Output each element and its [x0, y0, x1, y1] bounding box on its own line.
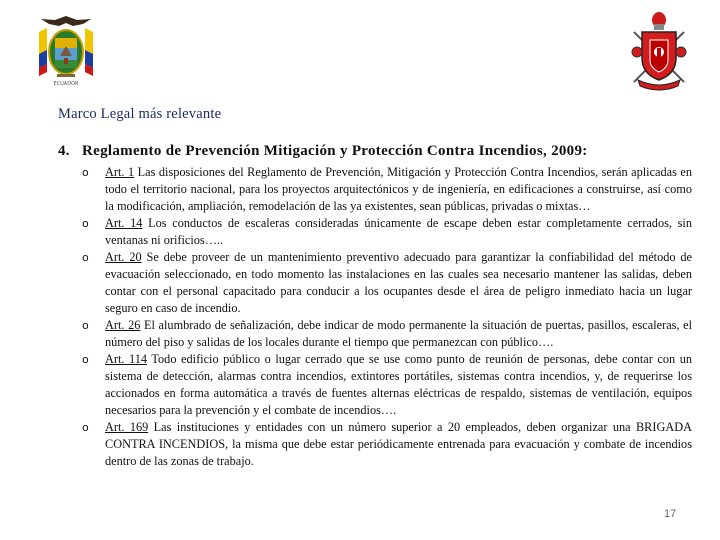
article-number: Art. 1 [105, 165, 135, 179]
list-item [82, 215, 692, 249]
fire-department-crest-icon [628, 8, 690, 92]
section-number: 4. [58, 143, 70, 159]
article-text: Todo edificio público o lugar cerrado que se use como punto de reunión de personas, debe contar con un sistema de detección, alarmas contra incendios, extintores portátiles, sistemas contra incendios, y, de requerirse los accionados en forma automática a través de fuentes alternas eléctricas de respaldo, sistemas de ventilación, equipos necesarios para la prevención y el combate de incendios…. [105, 352, 693, 417]
list-item [82, 419, 692, 470]
list-item [82, 249, 692, 317]
bullet-icon: o [82, 319, 89, 332]
article-text: Los conductos de escaleras consideradas únicamente de escape deben estar completamente cerrados, sin ventanas ni orificios….. [105, 216, 692, 247]
article-number: Art. 26 [105, 318, 141, 332]
section-subtitle: Marco Legal más relevante [58, 106, 222, 122]
article-number: Art. 20 [105, 250, 142, 264]
article-text: Las disposiciones del Reglamento de Prevención, Mitigación y Protección Contra Incendios, serán aplicadas en todo el territorio nacional, para los proyectos arquitectónicos y de ingeniería, en edificaciones a construirse, así como la modificación, ampliación, remodelación de las ya existentes, sean públicas, privadas o mixtas… [105, 165, 692, 213]
list-item [82, 164, 692, 215]
logo-caption: ECUADOR [53, 81, 79, 87]
article-text: Se debe proveer de un mantenimiento preventivo adecuado para garantizar la confiabilidad del método de evacuación seleccionado, en todo momento las instalaciones en las cuales sea necesario mantener las salidas, deben contar con el personal capacitado para conducir a los ocupantes desde el área de peligro inmediato hacia un lugar seguro en caso de incendio. [105, 250, 692, 315]
section-title: Reglamento de Prevención Mitigación y Protección Contra Incendios, 2009: [82, 143, 588, 159]
bullet-icon: o [82, 353, 89, 366]
article-text: El alumbrado de señalización, debe indicar de modo permanente la situación de puertas, pasillos, escaleras, el número del piso y salidas de los locales durante el tiempo que permanezcan con público…. [105, 318, 693, 349]
page-number: 17 [664, 508, 677, 520]
list-item [82, 351, 692, 419]
article-number: Art. 14 [105, 216, 143, 230]
bullet-icon: o [82, 421, 89, 434]
bullet-icon: o [82, 166, 89, 179]
section-heading [58, 143, 588, 160]
article-number: Art. 114 [105, 352, 148, 366]
list-item [82, 317, 692, 351]
article-number: Art. 169 [105, 420, 149, 434]
article-list [82, 164, 692, 470]
bullet-icon: o [82, 251, 89, 264]
ecuador-coat-of-arms-icon [33, 14, 99, 90]
article-text: Las instituciones y entidades con un número superior a 20 empleados, deben organizar una BRIGADA CONTRA INCENDIOS, la misma que debe estar periódicamente entrenada para evacuación y combate de incendios dentro de las zonas de trabajo. [105, 420, 692, 468]
bullet-icon: o [82, 217, 89, 230]
